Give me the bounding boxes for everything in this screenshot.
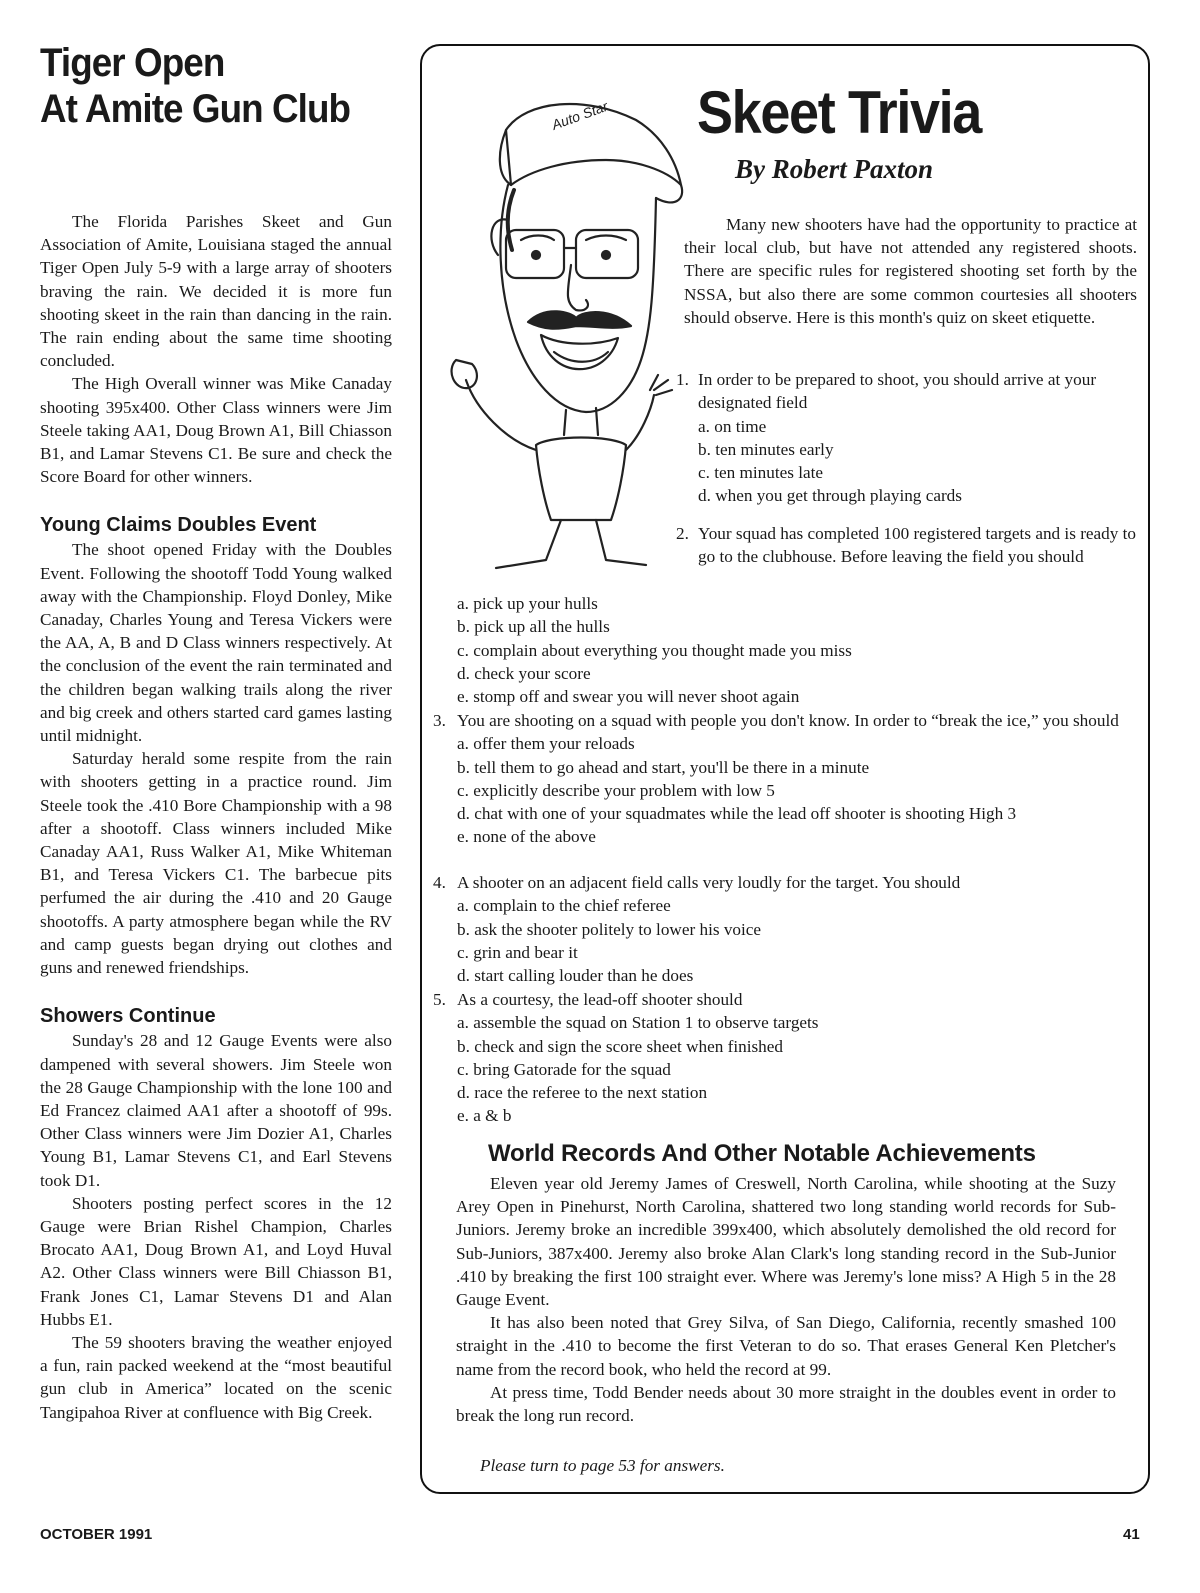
answer-option: a. on time <box>698 416 767 436</box>
answers-note: Please turn to page 53 for answers. <box>480 1456 725 1475</box>
subheading: Young Claims Doubles Event <box>40 514 317 537</box>
answer-option: b. ask the shooter politely to lower his voice <box>457 919 762 939</box>
answer-option: d. race the referee to the next station <box>457 1083 708 1103</box>
headline-line-1: Tiger Open <box>40 41 225 85</box>
question-number: 3. <box>433 711 446 730</box>
question-number: 5. <box>433 990 446 1009</box>
question-text: In order to be prepared to shoot, you should arrive at your designated field <box>698 370 1097 413</box>
headline-line-2: At Amite Gun Club <box>40 87 351 131</box>
question-text: A shooter on an adjacent field calls very loudly for the target. You should <box>457 873 961 892</box>
question-number: 4. <box>433 873 446 892</box>
trivia-byline: By Robert Paxton <box>735 154 934 184</box>
answer-option: d. when you get through playing cards <box>698 486 962 506</box>
question-number: 2. <box>676 524 689 543</box>
question-3 <box>433 709 1143 849</box>
answer-option: e. stomp off and swear you will never shoot again <box>457 687 800 707</box>
records-heading: World Records And Other Notable Achievements <box>488 1140 1036 1167</box>
article-paragraph: The 59 shooters braving the weather enjoyed a fun, rain packed weekend at the “most beautiful gun club in America” located on the scenic Tangipahoa River at confluence with Big Creek. <box>40 1332 392 1422</box>
question-text: Your squad has completed 100 registered targets and is ready to go to the clubhouse. Before leaving the field you should <box>698 524 1137 567</box>
answer-option: d. chat with one of your squadmates while the lead off shooter is shooting High 3 <box>457 804 1017 824</box>
answer-option: d. check your score <box>457 663 591 683</box>
question-5 <box>433 988 1143 1128</box>
answer-option: b. check and sign the score sheet when finished <box>457 1036 783 1056</box>
left-article <box>40 40 392 1424</box>
answer-option: a. pick up your hulls <box>457 594 598 613</box>
answer-option: a. assemble the squad on Station 1 to observe targets <box>457 1013 819 1033</box>
trivia-intro: Many new shooters have had the opportunity to practice at their local club, but have not attended any registered shoots. There are specific rules for registered shooting set forth by the NSSA, but also there are some common courtesies all shooters should observe. Here is this month's quiz on skeet etiquette. <box>684 215 1137 327</box>
answer-option: c. complain about everything you thought made you miss <box>457 640 852 660</box>
question-text: You are shooting on a squad with people you don't know. In order to “break the ice,” you should <box>457 711 1119 730</box>
trivia-title: Skeet Trivia <box>697 79 981 146</box>
question-2-options <box>457 592 1147 708</box>
article-paragraph: Shooters posting perfect scores in the 12 Gauge were Brian Rishel Champion, Charles Brocato AA1, Doug Brown A1, and Loyd Huval A2. Other Class winners were Bill Chiasson B1, Frank Jones C1, Lamar Stevens D1 and Alan Hubbs E1. <box>40 1193 392 1329</box>
question-1 <box>676 368 1138 508</box>
answer-option: e. a & b <box>457 1106 512 1126</box>
answer-option: b. pick up all the hulls <box>457 617 610 637</box>
article-paragraph: Saturday herald some respite from the rain with shooters getting in a practice round. Jim Steele took the .410 Bore Championship with a 98 after a shootoff. Class winners included Mike Canaday AA1, Russ Walker A1, Mike Whiteman B1, and Teresa Vickers C1. The barbecue pits perfumed the air during the .410 and 20 Gauge shootoffs. A party atmosphere began while the RV and camp guests began drying out clothes and guns and renewed friendships. <box>40 749 392 978</box>
article-paragraph: The shoot opened Friday with the Doubles Event. Following the shootoff Todd Young walked away with the Championship. Floyd Donley, Mike Canaday, Charles Young and Teresa Vickers were the AA, A, B and D Class winners respectively. At the conclusion of the event the rain terminated and the children began walking trails along the river and big creek and others started card games lasting until midnight. <box>40 540 392 746</box>
question-4 <box>433 871 1143 987</box>
article-paragraph: The Florida Parishes Skeet and Gun Association of Amite, Louisiana staged the annual Tiger Open July 5-9 with a large array of shooters braving the rain. We decided it is more fun shooting skeet in the rain than dancing in the rain. The rain ending about the same time shooting concluded. <box>40 212 392 371</box>
answer-option: c. explicitly describe your problem with low 5 <box>457 780 775 800</box>
caricature-illustration <box>436 90 686 570</box>
records-section <box>456 1172 1116 1427</box>
answer-option: c. bring Gatorade for the squad <box>457 1059 671 1079</box>
footer-page-number: 41 <box>1123 1526 1140 1543</box>
records-paragraph: Eleven year old Jeremy James of Creswell, North Carolina, while shooting at the Suzy Arey Open in Pinehurst, North Carolina, shattered two long standing world records for Sub-Juniors. Jeremy broke an incredible 399x400, which absolutely demolished the old record for Sub-Juniors, 387x400. Jeremy also broke Alan Clark's long standing record in the Sub-Junior .410 by breaking the first 100 straight ever. Where was Jeremy's lone miss? A High 5 in the 28 Gauge Event. <box>456 1174 1116 1310</box>
article-paragraph: Sunday's 28 and 12 Gauge Events were also dampened with several showers. Jim Steele won the 28 Gauge Championship with the lone 100 and Ed Francez claimed AA1 after a shootoff of 99s. Other Class winners were Jim Dozier A1, Charles Young B1, Lamar Stevens C1, and Earl Stevens took D1. <box>40 1031 392 1190</box>
answer-option: c. grin and bear it <box>457 942 578 962</box>
footer-issue-date: OCTOBER 1991 <box>40 1526 153 1543</box>
cap-lettering: Auto Star <box>549 97 610 133</box>
subheading: Showers Continue <box>40 1005 216 1028</box>
answer-option: d. start calling louder than he does <box>457 966 694 986</box>
answer-option: b. tell them to go ahead and start, you'll be there in a minute <box>457 757 870 777</box>
question-2 <box>676 522 1138 569</box>
article-paragraph: The High Overall winner was Mike Canaday shooting 395x400. Other Class winners were Jim Steele taking AA1, Doug Brown A1, Bill Chiasson B1, and Lamar Stevens C1. Be sure and check the Score Board for other winners. <box>40 374 392 487</box>
question-number: 1. <box>676 370 689 389</box>
records-paragraph: At press time, Todd Bender needs about 30 more straight in the doubles event in order to break the long run record. <box>456 1382 1116 1426</box>
answer-option: a. offer them your reloads <box>457 734 635 754</box>
answer-option: a. complain to the chief referee <box>457 896 671 916</box>
records-paragraph: It has also been noted that Grey Silva, of San Diego, California, recently smashed 100 straight in the .410 to become the first Veteran to do so. That erases General Ken Pletcher's name from the record book, who held the record at 99. <box>456 1313 1116 1379</box>
answer-option: c. ten minutes late <box>698 463 824 483</box>
answer-option: b. ten minutes early <box>698 439 834 459</box>
answer-option: e. none of the above <box>457 827 596 847</box>
question-text: As a courtesy, the lead-off shooter should <box>457 990 743 1009</box>
